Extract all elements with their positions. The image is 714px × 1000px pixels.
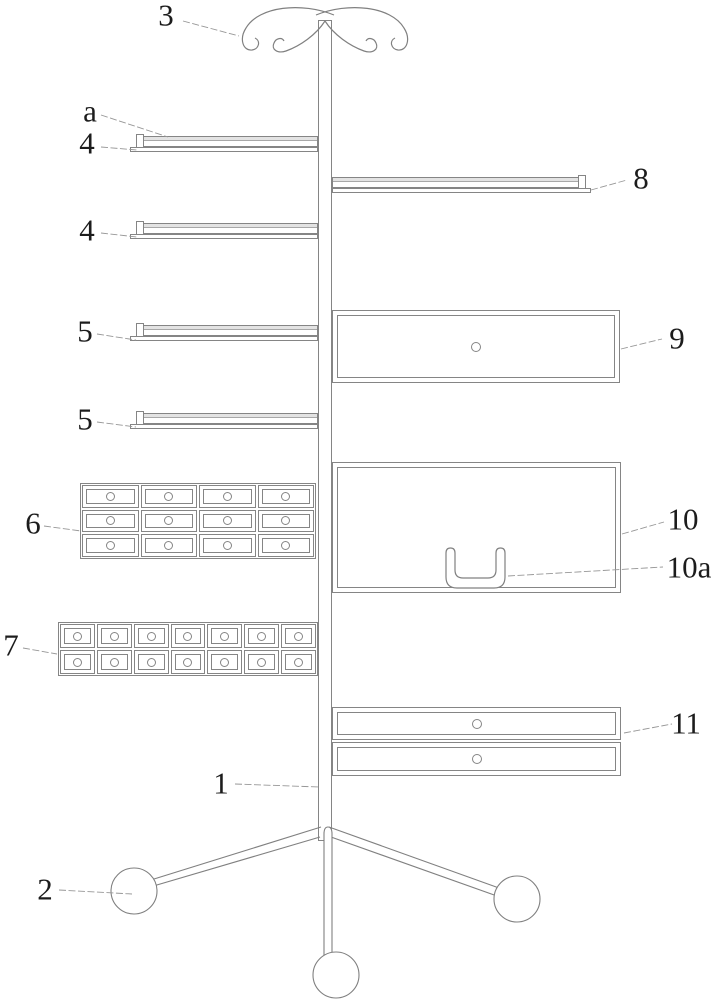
leader-10: [622, 522, 664, 534]
shelf-lip: [130, 336, 318, 341]
drawer-front: [248, 628, 275, 644]
drawer-front: [203, 538, 252, 553]
drawer-cell: [82, 510, 139, 533]
ref-label-5-lower: 5: [77, 401, 93, 437]
left-shelf-5-lower: [130, 411, 318, 430]
drawer-cell: [258, 485, 315, 508]
drawer-cell: [171, 650, 206, 674]
foot-ball-middle: [313, 952, 359, 998]
leader-1: [235, 784, 319, 787]
drawer-cell: [97, 650, 132, 674]
drawer-cell: [244, 650, 279, 674]
drawer-knob-icon: [183, 632, 192, 641]
drawer-knob-icon: [106, 516, 115, 525]
cabinet-front: [337, 467, 616, 588]
drawer-cell: [244, 624, 279, 648]
ref-label-8: 8: [633, 160, 649, 196]
drawer-cell: [82, 485, 139, 508]
ref-label-1: 1: [213, 765, 229, 801]
drawer-cell: [60, 650, 95, 674]
drawer-front: [175, 628, 202, 644]
drawer-knob-icon: [472, 719, 482, 729]
ref-label-2: 2: [37, 871, 53, 907]
drawer-cell: [258, 534, 315, 557]
right-shelf-8: [332, 175, 591, 194]
drawer-cell: [141, 510, 198, 533]
drawer-front: [175, 654, 202, 670]
drawer-knob-icon: [281, 516, 290, 525]
drawer-front: [262, 489, 311, 504]
right-drawer-box-9: [332, 310, 620, 383]
drawer-cell: [199, 485, 256, 508]
drawer-knob-icon: [106, 492, 115, 501]
drawer-front: [211, 654, 238, 670]
large-cabinet-10: [332, 462, 621, 593]
shelf-lip: [130, 234, 318, 239]
ref-label-5-upper: 5: [77, 313, 93, 349]
shelf-lip: [130, 147, 318, 152]
drawer-front: [86, 489, 135, 504]
drawer-front: [145, 538, 194, 553]
shelf-bar: [143, 413, 318, 424]
drawer-knob-icon: [106, 541, 115, 550]
ref-label-4-lower: 4: [79, 212, 95, 248]
leader-2: [59, 890, 132, 894]
drawer-front: [285, 628, 312, 644]
drawer-grid-6: [80, 483, 316, 559]
drawer-knob-icon: [220, 658, 229, 667]
leader-3: [183, 21, 239, 36]
drawer-front: [337, 747, 616, 771]
drawer-knob-icon: [147, 658, 156, 667]
left-leg-line: [150, 837, 320, 887]
drawer-cell: [199, 510, 256, 533]
drawer-cell: [82, 534, 139, 557]
drawer-front: [86, 538, 135, 553]
drawer-knob-icon: [257, 632, 266, 641]
center-pole: [318, 20, 332, 841]
drawer-front: [86, 514, 135, 529]
drawer-knob-icon: [220, 632, 229, 641]
foot-ball-right: [494, 876, 540, 922]
ref-label-3: 3: [158, 0, 174, 33]
drawer-cell: [258, 510, 315, 533]
drawer-front: [211, 628, 238, 644]
right-leg-line: [329, 827, 499, 888]
drawer-front: [64, 628, 91, 644]
drawer-cell: [134, 650, 169, 674]
drawer-knob-icon: [294, 658, 303, 667]
leader-6: [44, 526, 81, 531]
ref-label-11: 11: [671, 705, 701, 741]
foot-ball-left: [111, 868, 157, 914]
drawer-knob-icon: [281, 541, 290, 550]
shelf-bar: [332, 177, 579, 188]
tripod-legs: [150, 827, 499, 956]
drawer-front: [285, 654, 312, 670]
drawer-knob-icon: [223, 492, 232, 501]
ref-label-9: 9: [669, 320, 685, 356]
left-shelf-4-lower: [130, 221, 318, 240]
shelf-lip: [332, 188, 591, 193]
drawer-front: [262, 514, 311, 529]
drawer-front: [138, 628, 165, 644]
drawer-cell: [281, 624, 316, 648]
drawer-cell: [134, 624, 169, 648]
drawer-knob-icon: [471, 342, 481, 352]
leader-7: [23, 648, 57, 654]
hook-inner-right-icon: [325, 21, 377, 52]
ref-label-10a: 10a: [666, 549, 712, 585]
drawer-front: [337, 712, 616, 735]
right-thin-drawer-upper-11: [332, 707, 621, 740]
drawer-knob-icon: [281, 492, 290, 501]
left-shelf-4-upper: [130, 134, 318, 153]
middle-leg: [324, 827, 332, 956]
drawer-front: [337, 315, 615, 378]
drawer-knob-icon: [110, 658, 119, 667]
left-leg-line: [154, 827, 321, 879]
drawer-grid-7: [58, 622, 318, 676]
drawer-cell: [207, 624, 242, 648]
shelf-bar: [143, 223, 318, 234]
drawer-knob-icon: [257, 658, 266, 667]
leader-8: [591, 180, 627, 190]
drawer-knob-icon: [164, 492, 173, 501]
left-shelf-5-upper: [130, 323, 318, 342]
drawer-knob-icon: [73, 632, 82, 641]
leader-11: [624, 724, 672, 733]
drawer-front: [203, 489, 252, 504]
leader-9: [621, 339, 662, 349]
drawer-knob-icon: [223, 516, 232, 525]
drawer-front: [101, 628, 128, 644]
drawer-knob-icon: [294, 632, 303, 641]
drawer-front: [145, 489, 194, 504]
drawer-cell: [141, 485, 198, 508]
ref-label-7: 7: [3, 627, 19, 663]
drawer-front: [101, 654, 128, 670]
drawer-cell: [207, 650, 242, 674]
ref-label-4-upper: 4: [79, 125, 95, 161]
ref-label-6: 6: [25, 505, 41, 541]
drawer-knob-icon: [183, 658, 192, 667]
drawer-cell: [60, 624, 95, 648]
right-leg-line: [331, 837, 497, 896]
drawer-knob-icon: [164, 541, 173, 550]
drawer-cell: [141, 534, 198, 557]
drawer-cell: [171, 624, 206, 648]
drawer-front: [64, 654, 91, 670]
drawer-front: [262, 538, 311, 553]
drawer-knob-icon: [110, 632, 119, 641]
drawer-knob-icon: [147, 632, 156, 641]
ref-label-10: 10: [667, 501, 699, 537]
drawer-front: [203, 514, 252, 529]
drawer-cell: [199, 534, 256, 557]
ref-label-a: a: [83, 93, 97, 129]
drawer-knob-icon: [164, 516, 173, 525]
drawer-front: [145, 514, 194, 529]
drawer-front: [138, 654, 165, 670]
shelf-bar: [143, 136, 318, 147]
drawer-knob-icon: [223, 541, 232, 550]
drawer-knob-icon: [73, 658, 82, 667]
right-thin-drawer-lower-11: [332, 742, 621, 776]
shelf-bar: [143, 325, 318, 336]
drawer-knob-icon: [472, 754, 482, 764]
drawer-cell: [281, 650, 316, 674]
drawer-front: [248, 654, 275, 670]
drawer-cell: [97, 624, 132, 648]
feet: [111, 868, 540, 998]
shelf-lip: [130, 424, 318, 429]
